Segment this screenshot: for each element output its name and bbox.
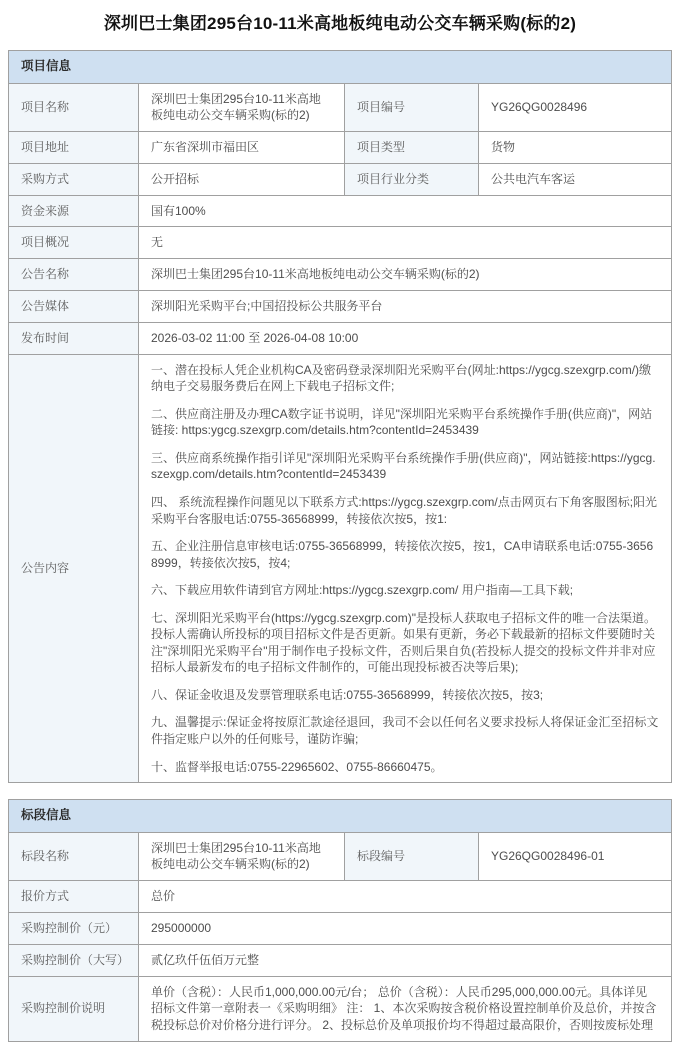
project-info-table	[8, 50, 672, 783]
table-row	[9, 163, 672, 195]
funding-source-label: 资金来源	[9, 195, 139, 227]
project-number-value: YG26QG0028496	[479, 83, 672, 132]
quote-method-value: 总价	[139, 881, 672, 913]
project-info-section-header: 项目信息	[9, 51, 672, 84]
table-row	[9, 195, 672, 227]
control-price-words-label: 采购控制价（大写）	[9, 944, 139, 976]
industry-category-value: 公共电汽车客运	[479, 163, 672, 195]
project-address-value: 广东省深圳市福田区	[139, 132, 345, 164]
procurement-method-value: 公开招标	[139, 163, 345, 195]
procurement-method-label: 采购方式	[9, 163, 139, 195]
table-row	[9, 132, 672, 164]
project-info-header-row	[9, 51, 672, 84]
publish-time-label: 发布时间	[9, 322, 139, 354]
table-row	[9, 322, 672, 354]
project-type-label: 项目类型	[345, 132, 479, 164]
lot-number-label: 标段编号	[345, 832, 479, 881]
announcement-name-label: 公告名称	[9, 259, 139, 291]
control-price-note-value: 单价（含税）：人民币1,000,000.00元/台； 总价（含税）：人民币295,000,000.00元。具体详见招标文件第一章附表一《采购明细》 注： 1、本次采购按含税价格设置控制单价及总价，并按含税投标总价对价格分进行评分。 2、投标总价及单项报价均不得超过最高限价，否则按废标处理	[139, 976, 672, 1041]
content-paragraph: 十、监督举报电话:0755-22965602、0755-86660475。	[151, 759, 443, 774]
content-paragraph: 三、供应商系统操作指引详见"深圳阳光采购平台系统操作手册(供应商)"，网站链接:https://ygcg.szexgp.com/details.htm?contentId=2453439	[151, 450, 656, 482]
industry-category-label: 项目行业分类	[345, 163, 479, 195]
lot-info-header-row	[9, 800, 672, 833]
project-number-label: 项目编号	[345, 83, 479, 132]
funding-source-value: 国有100%	[139, 195, 672, 227]
lot-info-section-header: 标段信息	[9, 800, 672, 833]
project-name-value: 深圳巴士集团295台10-11米高地板纯电动公交车辆采购(标的2)	[139, 83, 345, 132]
content-paragraph: 七、深圳阳光采购平台(https://ygcg.szexgrp.com)"是投标人获取电子招标文件的唯一合法渠道。投标人需确认所投标的项目招标文件是否更新。如果有更新，务必下载最新的招标文件要随时关注"深圳阳光采购平台"用于制作电子投标文件，否则后果自负(若投标人提交的投标文件并非对应招标人最新发布的电子招标文件制作的，可能出现投标被否决等后果);	[151, 610, 656, 675]
table-row	[9, 976, 672, 1041]
content-paragraph: 八、保证金收退及发票管理联系电话:0755-36568999，转接依次按5，按3;	[151, 687, 544, 702]
table-row	[9, 912, 672, 944]
document-body	[8, 50, 672, 1042]
control-price-yuan-value: 295000000	[139, 912, 672, 944]
content-paragraph: 一、潜在投标人凭企业机构CA及密码登录深圳阳光采购平台(网址:https://ygcg.szexgrp.com/)缴纳电子交易服务费后在网上下载电子招标文件;	[151, 362, 652, 394]
table-row	[9, 291, 672, 323]
content-paragraph: 五、企业注册信息审核电话:0755-36568999，转接依次按5，按1，CA申请联系电话:0755-36568999，转接依次按5，按4;	[151, 539, 654, 570]
content-paragraph: 九、温馨提示:保证金将按原汇款途径退回，我司不会以任何名义要求投标人将保证金汇至招标文件指定账户以外的任何账号，谨防诈骗;	[151, 715, 659, 746]
project-overview-value: 无	[139, 227, 672, 259]
lot-name-value: 深圳巴士集团295台10-11米高地板纯电动公交车辆采购(标的2)	[139, 832, 345, 881]
table-row	[9, 259, 672, 291]
project-type-value: 货物	[479, 132, 672, 164]
control-price-note-label: 采购控制价说明	[9, 976, 139, 1041]
table-gap	[8, 783, 672, 799]
table-row	[9, 227, 672, 259]
content-paragraph: 四、 系统流程操作问题见以下联系方式:https://ygcg.szexgrp.com/点击网页右下角客服图标;阳光采购平台客服电话:0755-36568999，转接依次按5，按1:	[151, 494, 658, 526]
control-price-words-value: 贰亿玖仟伍佰万元整	[139, 944, 672, 976]
announcement-content-body	[139, 354, 672, 782]
quote-method-label: 报价方式	[9, 881, 139, 913]
announcement-content-label: 公告内容	[9, 354, 139, 782]
table-row	[9, 944, 672, 976]
project-name-label: 项目名称	[9, 83, 139, 132]
page-title: 深圳巴士集团295台10-11米高地板纯电动公交车辆采购(标的2)	[103, 14, 577, 33]
announcement-media-label: 公告媒体	[9, 291, 139, 323]
lot-name-label: 标段名称	[9, 832, 139, 881]
lot-number-value: YG26QG0028496-01	[479, 832, 672, 881]
control-price-yuan-label: 采购控制价（元）	[9, 912, 139, 944]
lot-info-table	[8, 799, 672, 1042]
announcement-name-value: 深圳巴士集团295台10-11米高地板纯电动公交车辆采购(标的2)	[139, 259, 672, 291]
project-address-label: 项目地址	[9, 132, 139, 164]
publish-time-value: 2026-03-02 11:00 至 2026-04-08 10:00	[139, 322, 672, 354]
project-overview-label: 项目概况	[9, 227, 139, 259]
content-paragraph: 六、下载应用软件请到官方网址:https://ygcg.szexgrp.com/ 用户指南—工具下载;	[151, 583, 574, 598]
table-row	[9, 83, 672, 132]
table-row	[9, 354, 672, 782]
content-paragraph: 二、供应商注册及办理CA数字证书说明，详见"深圳阳光采购平台系统操作手册(供应商)"，网站链接: https:ygcg.szexgrp.com/details.htm?contentId=2453439	[151, 406, 653, 438]
table-row	[9, 832, 672, 881]
table-row	[9, 881, 672, 913]
announcement-media-value: 深圳阳光采购平台;中国招投标公共服务平台	[139, 291, 672, 323]
